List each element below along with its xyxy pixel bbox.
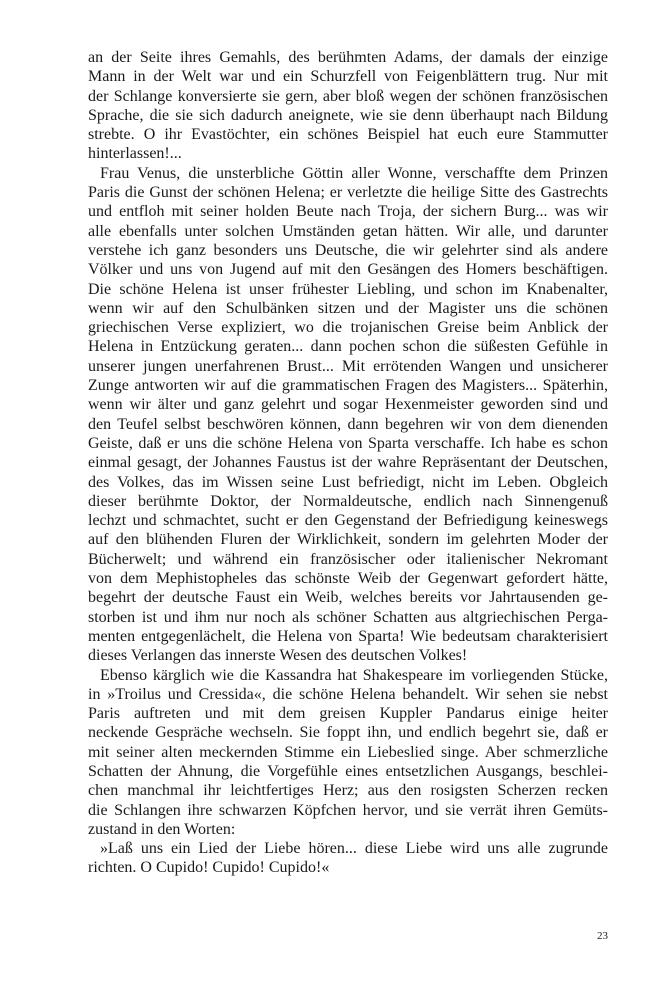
text-line: alle ebenfalls unter solchen Umständen getan hätten. Wir alle, und darunter — [88, 222, 608, 240]
paragraph-3 — [88, 666, 608, 840]
text-line: Ebenso kärglich wie die Kassandra hat Shakespeare im vorliegenden Stücke, — [100, 666, 608, 684]
text-line: verstehe ich ganz besonders uns Deutsche, die wir gelehrter sind als andere — [88, 241, 608, 259]
text-line: begehrt der deutsche Faust ein Weib, welches bereits vor Jahrtausenden ge- — [88, 589, 608, 607]
paragraph-4 — [88, 839, 608, 878]
text-line: chen manchmal ihr leichtfertiges Herz; aus den rosigsten Scherzen recken — [88, 782, 608, 800]
text-line: Paris auftreten und mit dem greisen Kuppler Pandarus einige heiter — [88, 705, 608, 723]
text-line: an der Seite ihres Gemahls, des berühmten Adams, der damals der einzige — [88, 49, 608, 66]
text-line: griechischen Verse expliziert, wo die trojanischen Greise beim Anblick der — [88, 319, 608, 337]
text-line: hinterlassen!... — [88, 145, 182, 163]
text-line: richten. O Cupido! Cupido! Cupido!« — [88, 859, 330, 877]
text-line: wenn wir älter und ganz gelehrt und sogar Hexenmeister geworden sind und — [88, 396, 608, 414]
text-line: storben ist und ihm nur noch als schöner Schatten aus altgriechischen Perga- — [88, 608, 608, 626]
text-line: neckende Gespräche wechseln. Sie foppt ihn, und endlich begehrt sie, daß er — [88, 724, 608, 742]
page-body — [88, 48, 608, 878]
text-line: in »Troilus und Cressida«, die schöne Helena behandelt. Wir sehen sie nebst — [88, 685, 608, 703]
text-line: zustand in den Worten: — [88, 820, 236, 838]
text-line: die Schlangen ihre schwarzen Köpfchen hervor, und sie verrät ihren Gemüts- — [88, 801, 608, 819]
text-line: dieser berühmte Doktor, der Normaldeutsche, endlich nach Sinnengenuß — [88, 492, 608, 510]
text-line: des Volkes, das im Wissen seine Lust befriedigt, nicht im Leben. Obgleich — [88, 473, 608, 491]
text-line: Zunge antworten wir auf die grammatischen Fragen des Magisters... Späterhin, — [88, 377, 608, 395]
text-line: Paris die Gunst der schönen Helena; er verletzte die heilige Sitte des Gastrechts — [88, 184, 608, 202]
text-line: Helena in Entzückung geraten... dann pochen schon die süßesten Gefühle in — [88, 338, 608, 356]
text-line: Sprache, die sie sich dadurch aneignete, wie sie denn überhaupt nach Bildung — [88, 106, 608, 124]
text-line: mit seiner alten meckernden Stimme ein Liebeslied singe. Aber schmerzliche — [88, 743, 608, 761]
text-line: Schatten der Ahnung, die Vorgefühle eines entsetzlichen Ausgangs, beschlei- — [88, 762, 608, 780]
page-number: 23 — [597, 930, 608, 942]
text-line: lechzt und schmachtet, sucht er den Gegenstand der Befriedigung keineswegs — [88, 512, 608, 530]
text-line: Geiste, daß er uns die schöne Helena von Sparta verschaffe. Ich habe es schon — [88, 434, 608, 452]
text-line: Die schöne Helena ist unser frühester Liebling, und schon im Knabenalter, — [88, 280, 608, 298]
text-line: auf den blühenden Fluren der Wirklichkeit, sondern im gelehrten Moder der — [88, 531, 608, 549]
text-line: Frau Venus, die unsterbliche Göttin aller Wonne, verschaffte dem Prinzen — [100, 164, 608, 182]
text-line: unserer jungen unerfahrenen Brust... Mit errötenden Wangen und unsicherer — [88, 357, 608, 375]
text-line: wenn wir auf den Schulbänken sitzen und der Magister uns die schönen — [88, 299, 608, 317]
paragraph-2 — [88, 164, 608, 666]
paragraph-1 — [88, 48, 608, 164]
text-line: dieses Verlangen das innerste Wesen des deutschen Volkes! — [88, 647, 468, 665]
text-line: Bücherwelt; und während ein französischer oder italienischer Nekromant — [88, 550, 608, 568]
text-line: den Teufel selbst beschwören können, dann begehren wir von dem dienenden — [88, 415, 608, 433]
text-line: von dem Mephistopheles das schönste Weib der Gegenwart gefordert hätte, — [88, 570, 608, 588]
text-line: strebte. O ihr Evastöchter, ein schönes Beispiel hat euch eure Stammutter — [88, 126, 608, 144]
text-line: einmal gesagt, der Johannes Faustus ist der wahre Repräsentant der Deutschen, — [88, 454, 608, 472]
text-line: und entfloh mit seiner holden Beute nach Troja, der sichern Burg... was wir — [88, 203, 608, 221]
text-line: menten entgegenlächelt, die Helena von Sparta! Wie bedeutsam charakterisiert — [88, 627, 608, 645]
text-line: Völker und uns von Jugend auf mit den Gesängen des Homers beschäftigen. — [88, 261, 608, 279]
text-line: Mann in der Welt war und ein Schurzfell von Feigenblättern trug. Nur mit — [88, 68, 608, 86]
text-line: »Laß uns ein Lied der Liebe hören... diese Liebe wird uns alle zugrunde — [100, 840, 608, 858]
text-line: der Schlange konversierte sie gern, aber bloß wegen der schönen französischen — [88, 87, 608, 105]
